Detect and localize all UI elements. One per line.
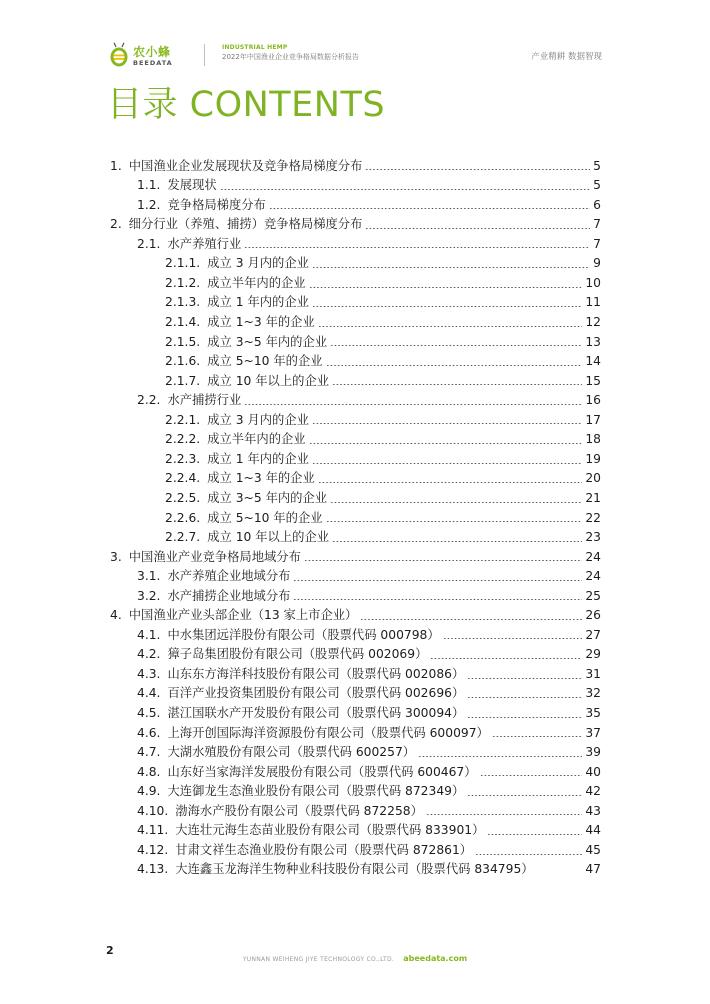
toc-entry-page: 43: [585, 803, 601, 818]
toc-leader-dots: [332, 384, 582, 385]
header-divider: [204, 44, 205, 66]
toc-entry-title: 水产捕捞行业: [167, 393, 242, 408]
toc-entry-page: 27: [585, 627, 601, 642]
toc-leader-dots: [318, 482, 583, 483]
report-caption: 2022年中国渔业企业竞争格局数据分析报告: [222, 53, 359, 61]
toc-leader-dots: [443, 638, 583, 639]
toc-entry-title: 山东好当家海洋发展股份有限公司（股票代码 600467）: [167, 764, 477, 779]
toc-entry-page: 25: [585, 588, 601, 603]
toc-leader-dots: [418, 756, 582, 757]
brand-logo: [108, 42, 204, 72]
toc-entry-page: 15: [585, 373, 601, 388]
toc-entry[interactable]: [0, 586, 601, 606]
toc-entry[interactable]: [0, 567, 601, 587]
footer-website[interactable]: abeedata.com: [403, 954, 468, 963]
toc-entry-page: 45: [585, 842, 601, 857]
toc-entry[interactable]: [0, 664, 601, 684]
toc-entry-page: 6: [593, 197, 601, 212]
toc-entry-page: 35: [585, 706, 601, 721]
toc-entry-number: 2.2.: [137, 393, 161, 408]
toc-entry-number: 4.13.: [137, 862, 169, 877]
toc-entry[interactable]: [0, 371, 601, 391]
toc-entry-number: 1.2.: [137, 197, 161, 212]
toc-entry-number: 4.4.: [137, 686, 161, 701]
toc-entry[interactable]: [0, 527, 601, 547]
toc-entry[interactable]: [0, 352, 601, 372]
toc-entry[interactable]: [0, 215, 601, 235]
toc-entry-number: 4.12.: [137, 842, 169, 857]
toc-entry-title: 发展现状: [167, 178, 217, 193]
toc-entry-number: 2.1.: [137, 236, 161, 251]
toc-entry[interactable]: [0, 782, 601, 802]
header-slogan: 产业精耕 数据智现: [531, 52, 602, 62]
toc-entry-title: 百洋产业投资集团股份有限公司（股票代码 002696）: [167, 686, 465, 701]
toc-leader-dots: [467, 678, 582, 679]
toc-entry-page: 26: [585, 608, 601, 623]
toc-entry[interactable]: [0, 332, 601, 352]
toc-leader-dots: [269, 208, 590, 209]
toc-leader-dots: [304, 560, 582, 561]
toc-entry-number: 2.1.2.: [165, 275, 201, 290]
toc-leader-dots: [293, 599, 582, 600]
toc-entry-number: 4.11.: [137, 823, 169, 838]
toc-leader-dots: [492, 736, 582, 737]
toc-entry-title: 上海开创国际海洋资源股份有限公司（股票代码 600097）: [167, 725, 489, 740]
toc-entry-title: 大连御龙生态渔业股份有限公司（股票代码 872349）: [167, 784, 465, 799]
toc-leader-dots: [330, 345, 582, 346]
toc-leader-dots: [330, 502, 582, 503]
toc-entry-page: 14: [585, 354, 601, 369]
toc-entry-number: 2.2.7.: [165, 530, 201, 545]
toc-entry-number: 2.2.2.: [165, 432, 201, 447]
toc-entry[interactable]: [0, 254, 601, 274]
toc-entry-title: 中国渔业产业竞争格局地域分布: [128, 549, 301, 564]
toc-entry-page: 42: [585, 784, 601, 799]
toc-leader-dots: [326, 365, 583, 366]
toc-entry-page: 47: [585, 862, 601, 877]
toc-entry[interactable]: [0, 234, 601, 254]
toc-entry-page: 22: [585, 510, 601, 525]
toc-entry-number: 2.1.3.: [165, 295, 201, 310]
toc-leader-dots: [467, 697, 582, 698]
toc-entry-title: 成立 10 年以上的企业: [207, 530, 330, 545]
toc-entry-page: 44: [585, 823, 601, 838]
toc-entry-number: 4.10.: [137, 803, 169, 818]
toc-entry-page: 24: [585, 549, 601, 564]
toc-entry[interactable]: [0, 195, 601, 215]
toc-leader-dots: [487, 834, 582, 835]
toc-entry-page: 23: [585, 530, 601, 545]
toc-entry-page: 20: [585, 471, 601, 486]
toc-entry-title: 水产养殖企业地域分布: [167, 569, 291, 584]
toc-entry-number: 1.1.: [137, 178, 161, 193]
toc-leader-dots: [244, 404, 582, 405]
toc-entry[interactable]: [0, 410, 601, 430]
toc-leader-dots: [467, 717, 582, 718]
toc-leader-dots: [293, 580, 582, 581]
toc-entry-number: 4.9.: [137, 784, 161, 799]
toc-leader-dots: [467, 795, 582, 796]
toc-entry-page: 19: [585, 451, 601, 466]
toc-entry-number: 4.5.: [137, 706, 161, 721]
toc-entry-page: 16: [585, 393, 601, 408]
toc-leader-dots: [480, 775, 583, 776]
toc-entry[interactable]: [0, 449, 601, 469]
toc-entry-number: 2.2.1.: [165, 412, 201, 427]
toc-entry-title: 渤海水产股份有限公司（股票代码 872258）: [175, 803, 423, 818]
toc-entry[interactable]: [0, 547, 601, 567]
toc-entry-title: 成立 1~3 年的企业: [207, 315, 315, 330]
toc-entry-title: 成立 1 年内的企业: [207, 451, 309, 466]
header-sub-label: INDUSTRIAL HEMP: [222, 44, 288, 51]
toc-entry-title: 成立 3 月内的企业: [207, 256, 309, 271]
toc-entry[interactable]: [0, 606, 601, 626]
toc-entry[interactable]: [0, 391, 601, 411]
toc-entry-page: 7: [593, 236, 601, 251]
bee-logo-icon: [108, 42, 130, 68]
toc-entry[interactable]: [0, 156, 601, 176]
toc-leader-dots: [312, 267, 590, 268]
toc-entry-page: 29: [585, 647, 601, 662]
toc-entry-title: 成立 1~3 年的企业: [207, 471, 315, 486]
toc-entry-number: 4.8.: [137, 764, 161, 779]
toc-leader-dots: [332, 541, 582, 542]
toc-entry-number: 2.1.4.: [165, 315, 201, 330]
toc-entry-number: 2.2.5.: [165, 490, 201, 505]
toc-entry[interactable]: [0, 312, 601, 332]
toc-entry[interactable]: [0, 840, 601, 860]
toc-entry[interactable]: [0, 176, 601, 196]
toc-entry-page: 32: [585, 686, 601, 701]
toc-entry-title: 成立 5~10 年的企业: [207, 510, 323, 525]
toc-entry[interactable]: [0, 625, 601, 645]
toc-entry-title: 山东东方海洋科技股份有限公司（股票代码 002086）: [167, 666, 465, 681]
toc-entry[interactable]: [0, 743, 601, 763]
toc-entry-title: 成立 3~5 年内的企业: [207, 334, 328, 349]
toc-entry[interactable]: [0, 723, 601, 743]
footer: [0, 946, 710, 965]
toc-entry-number: 1.: [110, 158, 122, 173]
toc-entry[interactable]: [0, 703, 601, 723]
toc-entry-page: 21: [585, 490, 601, 505]
toc-entry-number: 4.6.: [137, 725, 161, 740]
toc-entry-title: 成立 1 年内的企业: [207, 295, 309, 310]
toc-entry[interactable]: [0, 801, 601, 821]
toc-leader-dots: [426, 814, 582, 815]
toc-leader-dots: [244, 247, 590, 248]
toc-entry-number: 2.1.6.: [165, 354, 201, 369]
toc-entry-title: 竞争格局梯度分布: [167, 197, 266, 212]
toc-entry-title: 中水集团远洋股份有限公司（股票代码 000798）: [167, 627, 440, 642]
toc-entry-number: 2.1.5.: [165, 334, 201, 349]
toc-leader-dots: [430, 658, 582, 659]
toc-entry-number: 4.7.: [137, 745, 161, 760]
toc-entry-page: 13: [585, 334, 601, 349]
toc-entry-number: 4.3.: [137, 666, 161, 681]
toc-entry-page: 40: [585, 764, 601, 779]
toc-entry-page: 7: [593, 217, 601, 232]
toc-entry-title: 中国渔业企业发展现状及竞争格局梯度分布: [128, 158, 363, 173]
toc-entry-page: 5: [593, 158, 601, 173]
toc-leader-dots: [326, 521, 583, 522]
toc-entry-title: 大连壮元海生态苗业股份有限公司（股票代码 833901）: [175, 823, 485, 838]
toc-leader-dots: [365, 228, 590, 229]
toc-leader-dots: [312, 306, 582, 307]
toc-entry[interactable]: [0, 762, 601, 782]
toc-entry[interactable]: [0, 821, 601, 841]
toc-leader-dots: [475, 854, 582, 855]
page-title: 目录 CONTENTS: [107, 85, 386, 125]
toc-entry-title: 甘肃文祥生态渔业股份有限公司（股票代码 872861）: [175, 842, 473, 857]
toc-entry-title: 中国渔业产业头部企业（13 家上市企业）: [128, 608, 358, 623]
toc-entry-number: 2.2.3.: [165, 451, 201, 466]
toc-leader-dots: [309, 287, 583, 288]
toc-entry-number: 4.: [110, 608, 122, 623]
toc-entry-number: 3.: [110, 549, 122, 564]
toc-entry-page: 24: [585, 569, 601, 584]
toc-entry-number: 2.2.6.: [165, 510, 201, 525]
toc-entry[interactable]: [0, 488, 601, 508]
toc-entry[interactable]: [0, 469, 601, 489]
toc-entry-title: 水产捕捞企业地域分布: [167, 588, 291, 603]
logo-wordmark-cn: 农小蜂: [133, 45, 171, 59]
toc-entry-title: 大湖水殖股份有限公司（股票代码 600257）: [167, 745, 416, 760]
toc-leader-dots: [312, 463, 582, 464]
toc-leader-dots: [309, 443, 583, 444]
toc-leader-dots: [312, 423, 582, 424]
toc-entry-title: 水产养殖行业: [167, 236, 242, 251]
toc-leader-dots: [220, 189, 591, 190]
toc-leader-dots: [318, 326, 583, 327]
toc-entry-title: 成立 3 月内的企业: [207, 412, 309, 427]
logo-wordmark-en: BEEDATA: [133, 59, 173, 67]
toc-entry-number: 2.: [110, 217, 122, 232]
toc-entry-page: 18: [585, 432, 601, 447]
toc-entry-title: 湛江国联水产开发股份有限公司（股票代码 300094）: [167, 706, 465, 721]
toc-entry-page: 10: [585, 275, 601, 290]
toc-entry[interactable]: [0, 645, 601, 665]
toc-entry-number: 4.1.: [137, 627, 161, 642]
toc-entry-number: 3.1.: [137, 569, 161, 584]
footer-page-number: 2: [106, 944, 114, 957]
toc-entry-page: 17: [585, 412, 601, 427]
toc-entry[interactable]: [0, 684, 601, 704]
toc-entry[interactable]: [0, 430, 601, 450]
toc-entry-page: 5: [593, 178, 601, 193]
toc-entry-page: 12: [585, 315, 601, 330]
toc-entry-title: 细分行业（养殖、捕捞）竞争格局梯度分布: [128, 217, 363, 232]
toc-entry-page: 31: [585, 666, 601, 681]
toc-entry-title: 成立 10 年以上的企业: [207, 373, 330, 388]
toc-entry[interactable]: [0, 293, 601, 313]
toc-entry-title: 成立半年内的企业: [207, 432, 306, 447]
toc-entry[interactable]: [0, 860, 601, 880]
toc-entry-page: 9: [593, 256, 601, 271]
toc-entry-title: 成立半年内的企业: [207, 275, 306, 290]
toc-leader-dots: [360, 619, 582, 620]
toc-leader-dots: [365, 169, 590, 170]
toc-entry-page: 37: [585, 725, 601, 740]
toc-entry-title: 成立 5~10 年的企业: [207, 354, 323, 369]
toc-entry-number: 3.2.: [137, 588, 161, 603]
toc-entry-page: 11: [585, 295, 601, 310]
toc-entry[interactable]: [0, 508, 601, 528]
toc-entry-number: 2.1.7.: [165, 373, 201, 388]
toc-entry-number: 2.2.4.: [165, 471, 201, 486]
toc-entry-title: 獐子岛集团股份有限公司（股票代码 002069）: [167, 647, 428, 662]
footer-company: YUNNAN WEIHENG JIYE TECHNOLOGY CO.,LTD.: [242, 956, 395, 963]
toc-entry[interactable]: [0, 273, 601, 293]
toc-entry-page: 39: [585, 745, 601, 760]
toc-entry-number: 2.1.1.: [165, 256, 201, 271]
toc-entry-number: 4.2.: [137, 647, 161, 662]
toc-entry-title: 成立 3~5 年内的企业: [207, 490, 328, 505]
toc-entry-title: 大连鑫玉龙海洋生物种业科技股份有限公司（股票代码 834795）: [175, 862, 534, 877]
